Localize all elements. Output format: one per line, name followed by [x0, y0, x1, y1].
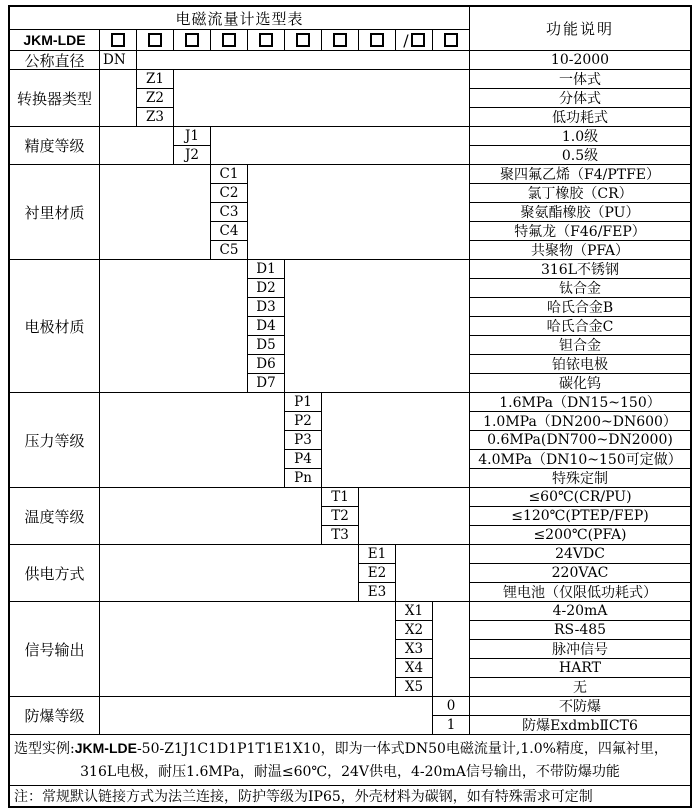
example-line-2: 316L电极，耐压1.6MPa，耐温≤60℃，24V供电，4-20mA信号输出，不带防爆功能	[80, 764, 620, 780]
merged-gap-right-temperature-rating	[359, 488, 470, 545]
option-code-T1: T1	[322, 488, 359, 507]
selection-table	[8, 5, 692, 808]
checkbox-icon	[333, 33, 347, 47]
option-desc-X3: 脉冲信号	[470, 640, 690, 659]
category-pressure-rating: 压力等级	[10, 393, 100, 488]
model-code-box-4[interactable]	[211, 30, 248, 51]
category-electrode-material: 电极材质	[10, 260, 100, 393]
option-code-E3: E3	[359, 583, 396, 602]
model-prefix-label: JKM-LDE	[10, 30, 100, 51]
option-desc-X5: 无	[470, 678, 690, 697]
merged-gap-left-power-supply	[100, 545, 359, 602]
option-desc-Z1: 一体式	[470, 70, 690, 89]
option-desc-C1: 聚四氟乙烯（F4/PTFE）	[470, 165, 690, 184]
category-temperature-rating: 温度等级	[10, 488, 100, 545]
model-code-box-6[interactable]	[285, 30, 322, 51]
merged-gap-right-power-supply	[396, 545, 470, 602]
option-desc-Z2: 分体式	[470, 89, 690, 108]
option-code-Pn: Pn	[285, 469, 322, 488]
checkbox-icon	[296, 33, 310, 47]
example-model: JKM-LDE	[74, 740, 137, 756]
option-desc-E2: 220VAC	[470, 564, 690, 583]
option-code-T3: T3	[322, 526, 359, 545]
model-code-box-9[interactable]	[396, 30, 433, 51]
option-code-P1: P1	[285, 393, 322, 412]
example-line-1	[14, 737, 686, 761]
option-code-E1: E1	[359, 545, 396, 564]
merged-gap-left-temperature-rating	[100, 488, 322, 545]
option-code-D4: D4	[248, 317, 285, 336]
option-desc-D7: 碳化钨	[470, 374, 690, 393]
model-code-box-1[interactable]	[100, 30, 137, 51]
option-code-P3: P3	[285, 431, 322, 450]
option-desc-C3: 聚氨酯橡胶（PU）	[470, 203, 690, 222]
option-code-0: 0	[433, 697, 470, 716]
category-explosion-proof-rating: 防爆等级	[10, 697, 100, 735]
merged-gap-right-nominal-diameter	[137, 51, 470, 70]
category-accuracy-class: 精度等级	[10, 127, 100, 165]
option-code-J2: J2	[174, 146, 211, 165]
option-desc-P1: 1.6MPa（DN15~150）	[470, 393, 690, 412]
option-code-X5: X5	[396, 678, 433, 697]
model-code-box-2[interactable]	[137, 30, 174, 51]
model-code-box-8[interactable]	[359, 30, 396, 51]
model-code-box-5[interactable]	[248, 30, 285, 51]
option-desc-0: 不防爆	[470, 697, 690, 716]
checkbox-icon	[148, 33, 162, 47]
option-code-X2: X2	[396, 621, 433, 640]
option-desc-D5: 钽合金	[470, 336, 690, 355]
merged-gap-right-signal-output	[433, 602, 470, 697]
option-desc-T1: ≤60℃(CR/PU)	[470, 488, 690, 507]
option-code-Z1: Z1	[137, 70, 174, 89]
merged-gap-right-accuracy-class	[211, 127, 470, 165]
category-converter-type: 转换器类型	[10, 70, 100, 127]
option-code-X3: X3	[396, 640, 433, 659]
option-code-P4: P4	[285, 450, 322, 469]
option-code-C3: C3	[211, 203, 248, 222]
option-desc-Pn: 特殊定制	[470, 469, 690, 488]
checkbox-icon	[222, 33, 236, 47]
merged-gap-right-pressure-rating	[322, 393, 470, 488]
checkbox-icon	[411, 33, 425, 47]
option-desc-D6: 铂铱电极	[470, 355, 690, 374]
merged-gap-right-lining-material	[248, 165, 470, 260]
model-code-box-7[interactable]	[322, 30, 359, 51]
option-code-D7: D7	[248, 374, 285, 393]
category-signal-output: 信号输出	[10, 602, 100, 697]
example-prefix: 选型实例:	[14, 741, 75, 757]
option-code-Z3: Z3	[137, 108, 174, 127]
option-code-C2: C2	[211, 184, 248, 203]
option-code-T2: T2	[322, 507, 359, 526]
option-desc-E3: 锂电池（仅限低功耗式）	[470, 583, 690, 602]
table-title: 电磁流量计选型表	[10, 7, 470, 30]
checkbox-icon	[111, 33, 125, 47]
model-code-box-3[interactable]	[174, 30, 211, 51]
option-code-C1: C1	[211, 165, 248, 184]
option-code-D6: D6	[248, 355, 285, 374]
option-desc-T3: ≤200℃(PFA)	[470, 526, 690, 545]
option-desc-Z3: 低功耗式	[470, 108, 690, 127]
category-lining-material: 衬里材质	[10, 165, 100, 260]
option-desc-D2: 钛合金	[470, 279, 690, 298]
option-code-P2: P2	[285, 412, 322, 431]
option-desc-X2: RS-485	[470, 621, 690, 640]
merged-gap-left-converter-type	[100, 70, 137, 127]
merged-gap-left-signal-output	[100, 602, 396, 697]
option-desc-P3: 0.6MPa(DN700~DN2000)	[470, 431, 690, 450]
option-desc-C2: 氯丁橡胶（CR）	[470, 184, 690, 203]
merged-gap-right-electrode-material	[285, 260, 470, 393]
option-code-Z2: Z2	[137, 89, 174, 108]
option-code-D2: D2	[248, 279, 285, 298]
option-code-1: 1	[433, 716, 470, 735]
merged-gap-left-accuracy-class	[100, 127, 174, 165]
option-desc-DN: 10-2000	[470, 51, 690, 70]
option-code-X1: X1	[396, 602, 433, 621]
option-code-E2: E2	[359, 564, 396, 583]
option-desc-1: 防爆ExdmbⅡCT6	[470, 716, 690, 735]
example-rest: -50-Z1J1C1D1P1T1E1X10，即为一体式DN50电磁流量计,1.0%精度，四氟衬里，	[136, 741, 668, 757]
category-nominal-diameter: 公称直径	[10, 51, 100, 70]
checkbox-icon	[259, 33, 273, 47]
merged-gap-right-converter-type	[174, 70, 470, 127]
option-desc-X4: HART	[470, 659, 690, 678]
checkbox-icon	[444, 33, 458, 47]
slash-separator: /	[403, 30, 409, 50]
checkbox-icon	[185, 33, 199, 47]
option-desc-P4: 4.0MPa（DN10~150可定做）	[470, 450, 690, 469]
option-desc-E1: 24VDC	[470, 545, 690, 564]
function-description-header: 功能说明	[470, 7, 690, 51]
option-desc-P2: 1.0MPa（DN200~DN600）	[470, 412, 690, 431]
option-code-C4: C4	[211, 222, 248, 241]
option-code-D1: D1	[248, 260, 285, 279]
option-code-D3: D3	[248, 298, 285, 317]
merged-gap-left-electrode-material	[100, 260, 248, 393]
checkbox-icon	[370, 33, 384, 47]
footnote: 注：常规默认链接方式为法兰连接，防护等级为IP65，外壳材料为碳钢，如有特殊需求可定制	[14, 789, 593, 805]
option-desc-X1: 4-20mA	[470, 602, 690, 621]
option-desc-C5: 共聚物（PFA）	[470, 241, 690, 260]
selection-example	[10, 735, 690, 786]
option-desc-D4: 哈氏合金C	[470, 317, 690, 336]
merged-gap-left-lining-material	[100, 165, 211, 260]
option-code-C5: C5	[211, 241, 248, 260]
option-code-X4: X4	[396, 659, 433, 678]
option-code-J1: J1	[174, 127, 211, 146]
merged-gap-left-explosion-proof-rating	[100, 697, 433, 735]
option-desc-D1: 316L不锈钢	[470, 260, 690, 279]
option-desc-J2: 0.5级	[470, 146, 690, 165]
category-power-supply: 供电方式	[10, 545, 100, 602]
option-desc-T2: ≤120℃(PTEP/FEP)	[470, 507, 690, 526]
option-desc-D3: 哈氏合金B	[470, 298, 690, 317]
option-desc-J1: 1.0级	[470, 127, 690, 146]
model-code-box-10[interactable]	[433, 30, 470, 51]
option-code-D5: D5	[248, 336, 285, 355]
option-code-DN: DN	[100, 51, 137, 70]
merged-gap-left-pressure-rating	[100, 393, 285, 488]
option-desc-C4: 特氟龙（F46/FEP）	[470, 222, 690, 241]
